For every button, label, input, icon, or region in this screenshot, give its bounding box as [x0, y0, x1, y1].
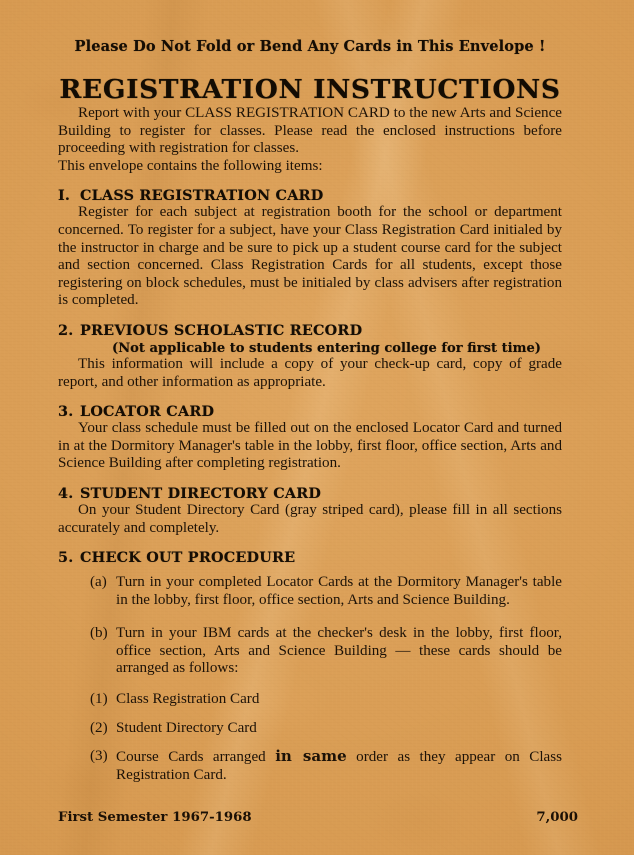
section-title-5: CHECK OUT PROCEDURE: [80, 549, 296, 567]
footer-print-quantity: 7,000: [536, 810, 578, 826]
card-order-item-2-marker: (2): [90, 719, 108, 736]
section-class-registration-card: [58, 187, 562, 310]
intro-paragraph: Report with your CLASS REGISTRATION CARD to the new Arts and Science Building to register for classes. Please read the enclosed instructions before proceeding with registration for classes.: [58, 105, 562, 157]
checkout-item-b-marker: (b): [90, 625, 108, 642]
section-body-3: Your class schedule must be filled out on the enclosed Locator Card and turned in at the Dormitory Manager's table in the lobby, first floor, office section, Arts and Science Building after completing registration.: [58, 420, 562, 472]
section-title-3: LOCATOR CARD: [80, 403, 215, 421]
section-heading-4: [58, 485, 562, 502]
section-previous-scholastic-record: [58, 322, 562, 391]
section-title-2: PREVIOUS SCHOLASTIC RECORD: [80, 321, 363, 339]
section-number-3: 3.: [58, 403, 74, 421]
section-check-out-procedure: [58, 549, 562, 784]
section-title-4: STUDENT DIRECTORY CARD: [80, 484, 322, 502]
section-heading-5: [58, 549, 562, 566]
section-student-directory-card: [58, 485, 562, 537]
checkout-item-a-marker: (a): [90, 574, 107, 591]
card-order-item-3-emphasis: in same: [275, 747, 347, 766]
card-order-item-3-text-tail: order as they appear on Class Registration Card.: [116, 749, 562, 783]
checkout-item-a-text: Turn in your completed Locator Cards at the Dormitory Manager's table in the lobby, first floor, office section, Arts and Science Building.: [116, 574, 562, 608]
page-title: REGISTRATION INSTRUCTIONS: [59, 74, 561, 105]
section-body-2: This information will include a copy of your check-up card, copy of grade report, and other information as appropriate.: [58, 355, 562, 390]
section-body-1: Register for each subject at registration booth for the school or department concerned. To register for a subject, have your Class Registration Card initialed by the instructor in charge and be sure to pick up a student course card for the subject and section concerned. Class Registration Cards for all students, except those registering on block schedules, must be initialed by class advisers after registration is completed.: [58, 204, 562, 309]
section-number-1: I.: [58, 187, 71, 205]
card-order-item-3-text-lead: Course Cards arranged: [116, 749, 276, 766]
section-number-2: 2.: [58, 321, 74, 339]
section-number-4: 4.: [58, 484, 74, 502]
section-heading-2: [58, 322, 562, 339]
card-order-item-1-marker: (1): [90, 691, 108, 708]
section-subtitle-2: (Not applicable to students entering college for first time): [112, 340, 541, 356]
card-order-item-1: [90, 691, 562, 709]
section-title-1: CLASS REGISTRATION CARD: [80, 187, 324, 205]
card-order-item-1-text: Class Registration Card: [116, 691, 260, 708]
card-order-item-3: [90, 748, 562, 784]
section-body-4: On your Student Directory Card (gray striped card), please fill in all sections accurately and completely.: [58, 501, 562, 536]
page-footer: [58, 810, 578, 826]
card-order-item-3-text: [116, 748, 562, 784]
envelope-warning-banner: Please Do Not Fold or Bend Any Cards in This Envelope !: [74, 38, 546, 55]
section-number-5: 5.: [58, 549, 74, 567]
checkout-item-a: [90, 574, 562, 609]
intro-lead-in: This envelope contains the following items:: [58, 157, 323, 174]
card-order-item-3-marker: (3): [90, 748, 108, 765]
section-locator-card: [58, 403, 562, 473]
checkout-item-b-text: Turn in your IBM cards at the checker's desk in the lobby, first floor, office section, Arts and Science Building — these cards should be arranged as follows:: [116, 625, 562, 677]
card-order-item-2: [90, 720, 562, 738]
section-heading-1: [58, 187, 562, 204]
checkout-item-b: [90, 625, 562, 678]
section-heading-3: [58, 403, 562, 420]
footer-semester: First Semester 1967-1968: [58, 810, 252, 826]
card-order-item-2-text: Student Directory Card: [116, 719, 257, 736]
